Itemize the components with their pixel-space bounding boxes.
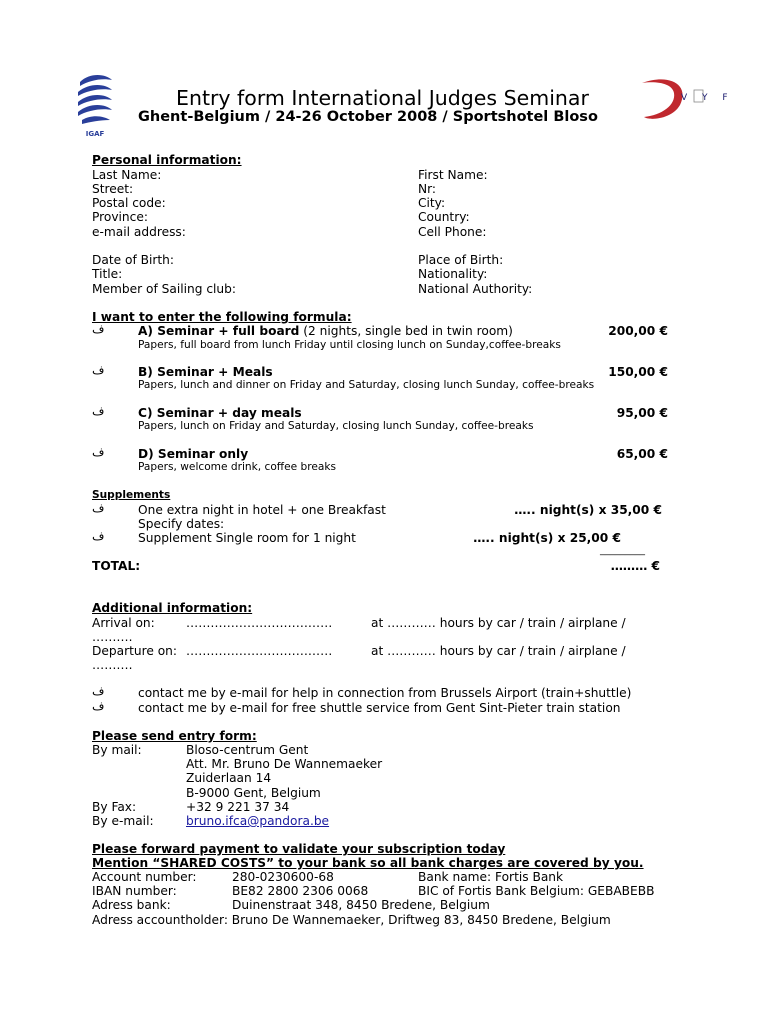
- option-extra: (2 nights, single bed in twin room): [299, 324, 513, 338]
- sum-line: _________: [600, 545, 645, 556]
- address-line: Zuiderlaan 14: [186, 771, 272, 785]
- address-line: B-9000 Gent, Belgium: [186, 786, 321, 800]
- supplements-heading: Supplements: [92, 489, 171, 501]
- send-heading: Please send entry form:: [92, 729, 257, 743]
- departure-label: Departure on:: [92, 644, 178, 658]
- fax-number: +32 9 221 37 34: [186, 800, 290, 814]
- option-desc: Papers, lunch on Friday and Saturday, closing lunch Sunday, coffee-breaks: [138, 420, 534, 432]
- bic-code: BIC of Fortis Bank Belgium: GEBABEBB: [418, 884, 655, 898]
- additional-heading: Additional information:: [92, 601, 253, 615]
- shared-costs-notice: Mention “SHARED COSTS” to your bank so all bank charges are covered by you.: [92, 856, 644, 870]
- by-mail-label: By mail:: [92, 743, 142, 757]
- last-name-label: Last Name:: [92, 168, 162, 182]
- igaf-logo: [72, 68, 118, 138]
- svg-text:V Y F: V Y F: [681, 93, 734, 103]
- option-desc: Papers, welcome drink, coffee breaks: [138, 461, 337, 473]
- personal-heading: Personal information:: [92, 153, 242, 167]
- option-label: C) Seminar + day meals: [138, 406, 302, 420]
- svg-text:IGAF: IGAF: [85, 130, 105, 138]
- cell-phone-label: Cell Phone:: [418, 225, 487, 239]
- checkbox-bullet[interactable]: ف: [92, 404, 105, 418]
- option-desc: Papers, lunch and dinner on Friday and Saturday, closing lunch Sunday, coffee-breaks: [138, 379, 595, 391]
- payment-heading: Please forward payment to validate your subscription today: [92, 842, 506, 856]
- checkbox-bullet[interactable]: ف: [92, 322, 105, 336]
- option-label: B) Seminar + Meals: [138, 365, 273, 379]
- formula-heading: I want to enter the following formula:: [92, 310, 352, 324]
- email-link[interactable]: bruno.ifca@pandora.be: [186, 814, 330, 828]
- city-label: City:: [418, 196, 446, 210]
- place-of-birth-label: Place of Birth:: [418, 253, 504, 267]
- bank-address-label: Adress bank:: [92, 898, 171, 912]
- account-number: 280-0230600-68: [232, 870, 334, 884]
- national-authority-label: National Authority:: [418, 282, 533, 296]
- arrival-time-transport[interactable]: at ………… hours by car / train / airplane /: [371, 616, 626, 630]
- page-subtitle: Ghent-Belgium / 24-26 October 2008 / Sportshotel Bloso: [138, 109, 598, 125]
- by-email-label: By e-mail:: [92, 814, 154, 828]
- supplement-extra-night-price: ….. night(s) x 35,00 €: [514, 503, 662, 517]
- supplement-single-room-price: ….. night(s) x 25,00 €: [473, 531, 621, 545]
- bank-name: Bank name: Fortis Bank: [418, 870, 564, 884]
- supplement-extra-night: One extra night in hotel + one Breakfast: [138, 503, 386, 517]
- title-label: Title:: [92, 267, 123, 281]
- contact-airport-option: contact me by e-mail for help in connection from Brussels Airport (train+shuttle): [138, 686, 632, 700]
- checkbox-bullet[interactable]: ف: [92, 529, 105, 543]
- nr-label: Nr:: [418, 182, 437, 196]
- accountholder-address: Adress accountholder: Bruno De Wannemaeker, Driftweg 83, 8450 Bredene, Belgium: [92, 913, 611, 927]
- iban-number: BE82 2800 2306 0068: [232, 884, 369, 898]
- address-line: Bloso-centrum Gent: [186, 743, 309, 757]
- checkbox-bullet[interactable]: ف: [92, 363, 105, 377]
- country-label: Country:: [418, 210, 470, 224]
- postal-code-label: Postal code:: [92, 196, 166, 210]
- arrival-label: Arrival on:: [92, 616, 155, 630]
- contact-shuttle-option: contact me by e-mail for free shuttle service from Gent Sint-Pieter train station: [138, 701, 621, 715]
- option-price: 200,00 €: [608, 324, 668, 338]
- arrival-continuation: ……….: [92, 630, 133, 644]
- specify-dates-label: Specify dates:: [138, 517, 225, 531]
- option-price: 95,00 €: [616, 406, 668, 420]
- departure-date-field[interactable]: ………………………………: [186, 644, 333, 658]
- checkbox-bullet[interactable]: ف: [92, 501, 105, 515]
- vyf-logo: [640, 75, 734, 123]
- page-title: Entry form International Judges Seminar: [176, 86, 589, 110]
- bank-address: Duinenstraat 348, 8450 Bredene, Belgium: [232, 898, 490, 912]
- departure-time-transport[interactable]: at ………… hours by car / train / airplane /: [371, 644, 626, 658]
- email-address-label: e-mail address:: [92, 225, 186, 239]
- option-label: D) Seminar only: [138, 447, 249, 461]
- option-price: 150,00 €: [608, 365, 668, 379]
- iban-label: IBAN number:: [92, 884, 177, 898]
- checkbox-bullet[interactable]: ف: [92, 445, 105, 459]
- vyf-logo-icon: [640, 75, 734, 123]
- account-number-label: Account number:: [92, 870, 197, 884]
- departure-continuation: ……….: [92, 658, 133, 672]
- first-name-label: First Name:: [418, 168, 488, 182]
- street-label: Street:: [92, 182, 134, 196]
- sailing-club-label: Member of Sailing club:: [92, 282, 236, 296]
- option-price: 65,00 €: [616, 447, 668, 461]
- arrival-date-field[interactable]: ………………………………: [186, 616, 333, 630]
- date-of-birth-label: Date of Birth:: [92, 253, 174, 267]
- address-line: Att. Mr. Bruno De Wannemaeker: [186, 757, 383, 771]
- igaf-logo-icon: [72, 68, 118, 138]
- supplement-single-room: Supplement Single room for 1 night: [138, 531, 356, 545]
- province-label: Province:: [92, 210, 148, 224]
- option-desc: Papers, full board from lunch Friday until closing lunch on Sunday,coffee-breaks: [138, 339, 561, 351]
- checkbox-bullet[interactable]: ف: [92, 684, 105, 698]
- nationality-label: Nationality:: [418, 267, 488, 281]
- by-fax-label: By Fax:: [92, 800, 137, 814]
- option-label: A) Seminar + full board: [138, 324, 300, 338]
- total-label: TOTAL:: [92, 559, 141, 573]
- total-value: ……… €: [610, 559, 660, 573]
- checkbox-bullet[interactable]: ف: [92, 699, 105, 713]
